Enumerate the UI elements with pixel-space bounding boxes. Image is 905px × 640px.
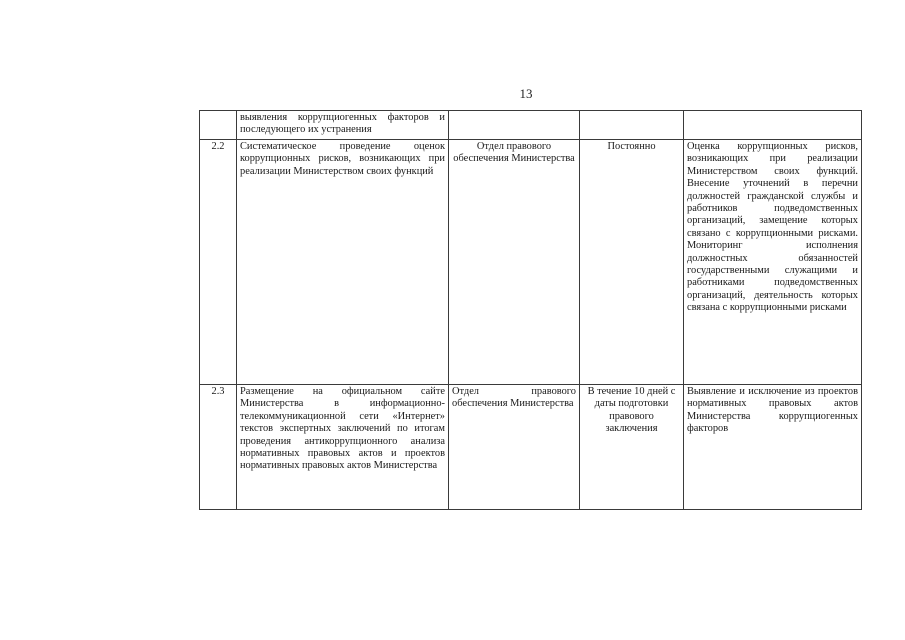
cell-result: Оценка коррупционных рисков, возникающих при реализации Министерством своих функций. Внесение уточнений в перечни должностей гражданской службы и работников подведомственных организаций, замещение которых связано с коррупционными рисками. Мониторинг исполнения должностных обязанностей государственными служащими и работниками подведомственных организаций, деятельность которых связана с коррупционными рисками — [684, 140, 862, 385]
cell-measure: Систематическое проведение оценок коррупционных рисков, возникающих при реализации Министерством своих функций — [237, 140, 449, 385]
cell-measure: выявления коррупциогенных факторов и последующего их устранения — [237, 111, 449, 140]
page-number: 13 — [519, 86, 533, 101]
table-row — [200, 140, 862, 385]
table-row — [200, 385, 862, 510]
cell-deadline: В течение 10 дней с даты подготовки правового заключения — [580, 385, 684, 510]
cell-number: 2.3 — [200, 385, 237, 510]
cell-result — [684, 111, 862, 140]
measures-table — [199, 110, 862, 510]
cell-responsible: Отдел правового обеспечения Министерства — [449, 385, 580, 510]
cell-result: Выявление и исключение из проектов нормативных правовых актов Министерства коррупциогенных факторов — [684, 385, 862, 510]
cell-responsible — [449, 111, 580, 140]
cell-measure: Размещение на официальном сайте Министерства в информационно-телекоммуникационной сети «Интернет» текстов экспертных заключений по итогам проведения антикоррупционного анализа нормативных правовых актов и проектов нормативных правовых актов Министерства — [237, 385, 449, 510]
cell-number — [200, 111, 237, 140]
cell-responsible: Отдел правового обеспечения Министерства — [449, 140, 580, 385]
table-row-continuation — [200, 111, 862, 140]
cell-deadline — [580, 111, 684, 140]
cell-number: 2.2 — [200, 140, 237, 385]
cell-deadline: Постоянно — [580, 140, 684, 385]
